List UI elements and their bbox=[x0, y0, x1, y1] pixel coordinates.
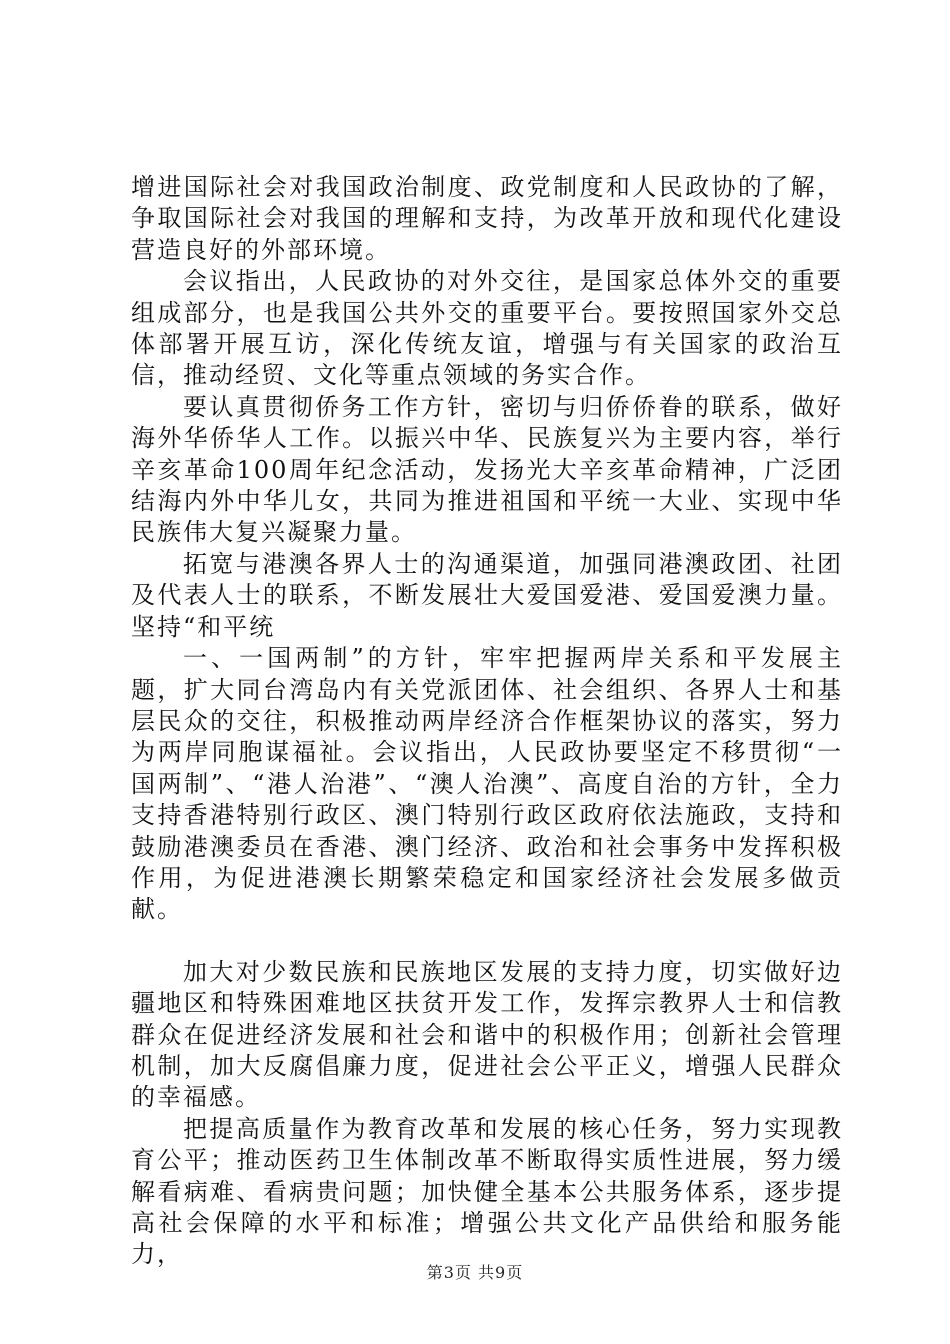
paragraph: 拓宽与港澳各界人士的沟通渠道，加强同港澳政团、社团及代表人士的联系，不断发展壮大爱国爱港、爱国爱澳力量。坚持“和平统 bbox=[131, 549, 843, 641]
page-number: 第3页 共9页 bbox=[426, 1263, 524, 1282]
page-footer bbox=[0, 1260, 950, 1283]
paragraph: 把提高质量作为教育改革和发展的核心任务，努力实现教育公平；推动医药卫生体制改革不断取得实质性进展，努力缓解看病难、看病贵问题；加快健全基本公共服务体系，逐步提高社会保障的水平和标准；增强公共文化产品供给和服务能力， bbox=[131, 1114, 843, 1269]
paragraph: 增进国际社会对我国政治制度、政党制度和人民政协的了解，争取国际社会对我国的理解和支持，为改革开放和现代化建设营造良好的外部环境。 bbox=[131, 173, 843, 264]
paragraph: 会议指出，人民政协的对外交往，是国家总体外交的重要组成部分，也是我国公共外交的重要平台。要按照国家外交总体部署开展互访，深化传统友谊，增强与有关国家的政治互信，推动经贸、文化等重点领域的务实合作。 bbox=[131, 267, 843, 390]
paragraph: 加大对少数民族和民族地区发展的支持力度，切实做好边疆地区和特殊困难地区扶贫开发工作，发挥宗教界人士和信教群众在促进经济发展和社会和谐中的积极作用；创新社会管理机制，加大反腐倡廉力度，促进社会公平正义，增强人民群众的幸福感。 bbox=[131, 957, 843, 1112]
paragraph: 一、一国两制”的方针，牢牢把握两岸关系和平发展主题，扩大同台湾岛内有关党派团体、社会组织、各界人士和基层民众的交往，积极推动两岸经济合作框架协议的落实，努力为两岸同胞谋福祉。会议指出，人民政协要坚定不移贯彻“一国两制”、“港人治港”、“澳人治澳”、高度自治的方针，全力支持香港特别行政区、澳门特别行政区政府依法施政，支持和鼓励港澳委员在香港、澳门经济、政治和社会事务中发挥积极作用，为促进港澳长期繁荣稳定和国家经济社会发展多做贡献。 bbox=[131, 644, 843, 924]
document-body bbox=[131, 172, 843, 1271]
paragraph: 要认真贯彻侨务工作方针，密切与归侨侨眷的联系，做好海外华侨华人工作。以振兴中华、民族复兴为主要内容，举行辛亥革命100周年纪念活动，发扬光大辛亥革命精神，广泛团结海内外中华儿女，共同为推进祖国和平统一大业、实现中华民族伟大复兴凝聚力量。 bbox=[131, 392, 843, 547]
